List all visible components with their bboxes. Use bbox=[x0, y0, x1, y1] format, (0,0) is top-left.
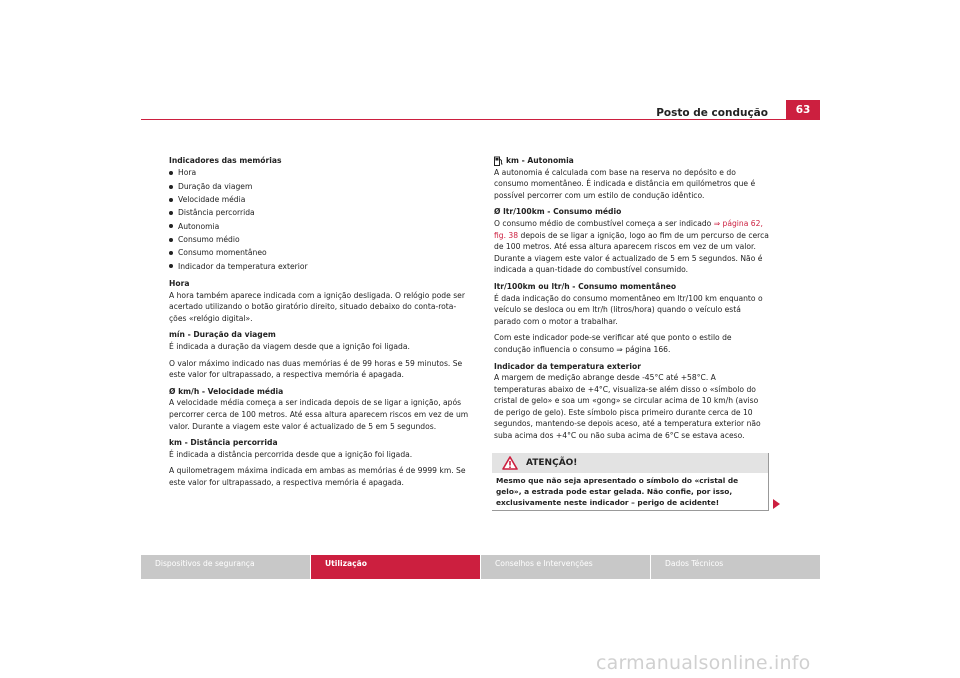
warning-box bbox=[492, 453, 769, 511]
section-instant-consumption-text-1: É dada indicação do consumo momentâneo em ltr/100 km enquanto o veículo se desloca ou em ltr/h (litros/hora) quando o veículo está parado com o motor a trabalhar. bbox=[494, 293, 763, 326]
footer-tab-technical-data[interactable]: Dados Técnicos bbox=[651, 555, 820, 579]
page-reference-link[interactable]: ⇒ página 62, fig. 38 bbox=[494, 218, 763, 240]
list-item: Velocidade média bbox=[169, 193, 473, 206]
section-distance-title: km - Distância percorrida bbox=[169, 438, 278, 448]
memory-list bbox=[169, 167, 473, 273]
section-hora-title: Hora bbox=[169, 278, 190, 288]
warning-triangle-icon bbox=[502, 456, 518, 470]
section-range-title-row bbox=[494, 155, 770, 167]
section-outside-temp-title: Indicador da temperatura exterior bbox=[494, 361, 641, 371]
list-item: Consumo momentâneo bbox=[169, 246, 473, 259]
list-item: Duração da viagem bbox=[169, 180, 473, 193]
list-item: Indicador da temperatura exterior bbox=[169, 260, 473, 273]
bullet-icon bbox=[169, 238, 173, 242]
warning-text: Mesmo que não seja apresentado o símbolo do «cristal de gelo», a estrada pode estar gelada. Não confie, por isso, exclusivamente neste indicador – perigo de acidente! bbox=[496, 476, 739, 508]
section-avg-consumption-title: Ø ltr/100km - Consumo médio bbox=[494, 207, 622, 217]
section-outside-temp-text: A margem de medição abrange desde -45°C até +58°C. A temperaturas abaixo de +4°C, visualiza-se além disso o «símbolo do cristal de gelo» e soa um «gong» se circular acima de 10 km/h (aviso de perigo de gelo). Este símbolo pisca primeiro durante cerca de 10 segundos, mantendo-se depois aceso, até a temperatura exterior não suba acima dos +4°C ou não suba acima de 6°C se estava aceso. bbox=[494, 373, 761, 441]
bullet-icon bbox=[169, 171, 173, 175]
section-instant-consumption-title: ltr/100km ou ltr/h - Consumo momentâneo bbox=[494, 281, 677, 291]
section-range-title: km - Autonomia bbox=[506, 156, 574, 165]
section-hora-text: A hora também aparece indicada com a ignição desligada. O relógio pode ser acertado utilizando o botão giratório direito, situado debaixo do conta-rota-ções «relógio digital». bbox=[169, 290, 465, 323]
section-avg-speed-text: A velocidade média começa a ser indicada depois de se ligar a ignição, após percorrer cerca de 100 metros. Até essa altura aparecem riscos em vez de um valor. Durante a viagem este valor é actualizado de 5 em 5 segundos. bbox=[169, 398, 469, 431]
memory-list-title: Indicadores das memórias bbox=[169, 156, 282, 165]
page-number: 63 bbox=[786, 100, 820, 119]
header-rule bbox=[141, 119, 820, 120]
bullet-icon bbox=[169, 185, 173, 189]
bullet-icon bbox=[169, 264, 173, 268]
warning-title: ATENÇÃO! bbox=[526, 458, 578, 468]
bullet-icon bbox=[169, 211, 173, 215]
page-header-title: Posto de condução bbox=[656, 107, 768, 119]
footer-tab-advice[interactable]: Conselhos e Intervenções bbox=[481, 555, 650, 579]
section-range-text: A autonomia é calculada com base na reserva no depósito e do consumo momentâneo. É indicada e distância em quilómetros que é possível percorrer com um estilo de condução idêntico. bbox=[494, 167, 756, 200]
next-page-arrow-icon bbox=[773, 499, 780, 509]
footer-tab-safety[interactable]: Dispositivos de segurança bbox=[141, 555, 310, 579]
watermark: carmanualsonline.info bbox=[596, 652, 811, 674]
section-trip-duration-text-1: É indicada a duração da viagem desde que a ignição foi ligada. bbox=[169, 341, 410, 351]
fuel-pump-icon bbox=[494, 156, 503, 166]
footer-tab-operation[interactable]: Utilização bbox=[311, 555, 480, 579]
section-avg-consumption-text: O consumo médio de combustível começa a ser indicado ⇒ página 62, fig. 38 depois de se ligar a ignição, logo ao fim de um percurso de cerca de 100 metros. Até essa altura aparecem riscos em vez de um valor. Durante a viagem este valor é actualizado de 5 em 5 segundos. Não é indicada a quan-tidade do combustível consumido. bbox=[494, 218, 769, 275]
bullet-icon bbox=[169, 251, 173, 255]
list-item: Consumo médio bbox=[169, 233, 473, 246]
list-item: Distância percorrida bbox=[169, 206, 473, 219]
section-distance-text-1: É indicada a distância percorrida desde que a ignição foi ligada. bbox=[169, 449, 413, 459]
section-instant-consumption-text-2: Com este indicador pode-se verificar até que ponto o estilo de condução influencia o consumo ⇒ página 166. bbox=[494, 333, 732, 354]
footer-nav bbox=[141, 555, 820, 579]
section-distance-text-2: A quilometragem máxima indicada em ambas as memórias é de 9999 km. Se este valor for ultrapassado, a respectiva memória é apagada. bbox=[169, 466, 466, 487]
left-column bbox=[169, 155, 473, 488]
section-avg-speed-title: Ø km/h - Velocidade média bbox=[169, 386, 284, 396]
list-item: Hora bbox=[169, 167, 473, 180]
warning-header bbox=[492, 453, 768, 473]
list-item: Autonomia bbox=[169, 220, 473, 233]
section-trip-duration-title: mín - Duração da viagem bbox=[169, 330, 276, 340]
bullet-icon bbox=[169, 224, 173, 228]
section-trip-duration-text-2: O valor máximo indicado nas duas memórias é de 99 horas e 59 minutos. Se este valor for ultrapassado, a respectiva memória é apagada. bbox=[169, 358, 463, 380]
bullet-icon bbox=[169, 198, 173, 202]
right-column bbox=[494, 155, 770, 442]
